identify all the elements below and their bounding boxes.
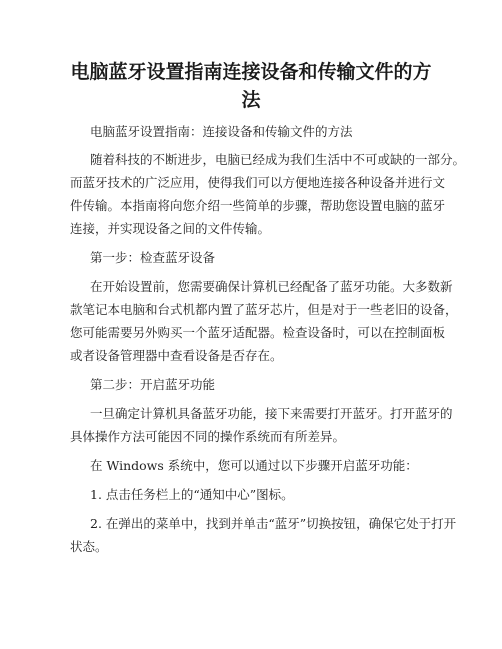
list-item-1: 1. 点击任务栏上的“通知中心”图标。 [90, 487, 294, 502]
list-item-2-line-1: 2. 在弹出的菜单中，找到并单击“蓝牙”切换按钮，确保它处于打开 [90, 516, 457, 531]
intro-line-2: 而蓝牙技术的广泛应用，使得我们可以方便地连接各种设备并进行文 [70, 175, 446, 190]
title-line-2: 法 [241, 89, 261, 111]
subtitle: 电脑蓝牙设置指南：连接设备和传输文件的方法 [90, 124, 353, 139]
title-line-1: 电脑蓝牙设置指南连接设备和传输文件的方 [70, 61, 432, 83]
step2-heading: 第二步：开启蓝牙功能 [90, 377, 216, 392]
list-item-2-line-2: 状态。 [70, 539, 108, 554]
intro-line-3: 件传输。本指南将向您介绍一些简单的步骤，帮助您设置电脑的蓝牙 [70, 198, 446, 213]
step1-line-1: 在开始设置前，您需要确保计算机已经配备了蓝牙功能。大多数新 [90, 279, 453, 294]
step1-heading: 第一步：检查蓝牙设备 [90, 250, 216, 265]
step2-line-2: 具体操作方法可能因不同的操作系统而有所差异。 [70, 429, 346, 444]
step1-line-2: 款笔记本电脑和台式机都内置了蓝牙芯片，但是对于一些老旧的设备， [70, 302, 458, 317]
step1-line-3: 您可能需要另外购买一个蓝牙适配器。检查设备时，可以在控制面板 [70, 325, 446, 340]
windows-intro: 在 Windows 系统中，您可以通过以下步骤开启蓝牙功能： [90, 458, 418, 473]
intro-line-1: 随着科技的不断进步，电脑已经成为我们生活中不可或缺的一部分。 [90, 152, 466, 167]
step1-line-4: 或者设备管理器中查看设备是否存在。 [70, 348, 283, 363]
document-title [70, 58, 432, 114]
step2-line-1: 一旦确定计算机具备蓝牙功能，接下来需要打开蓝牙。打开蓝牙的 [90, 406, 453, 421]
intro-line-4: 连接，并实现设备之间的文件传输。 [70, 221, 271, 236]
